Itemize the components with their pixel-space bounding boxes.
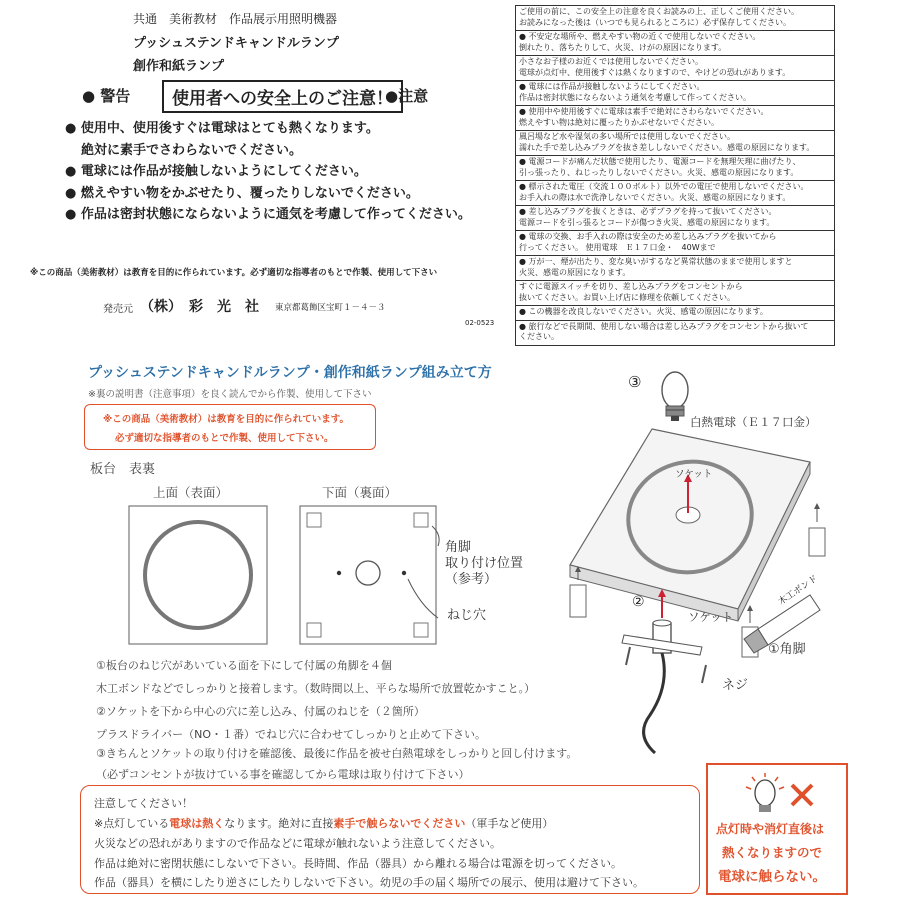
caution-text: （軍手など使用） [465, 817, 554, 830]
board-bottom-face [300, 506, 439, 644]
board-3d [570, 429, 810, 621]
product-code: 02-0523 [465, 319, 495, 327]
step-text: （必ずコンセントが抜けている事を確認してから電球は取り付けて下さい） [96, 768, 470, 781]
caution-label: ●注意 [385, 87, 429, 105]
socket-label-bottom: ソケット [688, 610, 734, 624]
step-text: ①板台のねじ穴があいている面を下にして付属の角脚を４個 [96, 659, 392, 672]
step-3-number: ③ [628, 373, 642, 391]
step-text: ③きちんとソケットの取り付けを確認後、最後に作品を被せ白熱電球をしっかりと回し付けます。 [96, 747, 578, 760]
step-2-number: ② [632, 594, 645, 610]
warning-bullet: ● 使用中、使用後すぐは電球はとても熱くなります。 [65, 121, 379, 136]
seller-name: （株） 彩 光 社 [140, 299, 259, 315]
safety-row: ● 不安定な場所や、燃えやすい物の近くで使用しないでください。 倒れたり、落ちたりして、火災、けがの原因になります。 [516, 30, 834, 55]
safety-row: ● 電球には作品が接触しないようにしてください。 作品は密封状態にならないよう通気を考慮して作ってください。 [516, 80, 834, 105]
caution-highlight: 電球は熱く [169, 817, 225, 830]
board-top-face [129, 506, 267, 644]
safety-row: ● 電球の交換、お手入れの際は安全のため差し込みプラグを抜いてから 行ってください。 使用電球 Ｅ１７口金・ 40Wまで [516, 230, 834, 255]
step-text: プラスドライバー（NO・１番）でねじ穴に合わせてしっかりと止めて下さい。 [96, 728, 487, 741]
header-line-1: 共通 美術教材 作品展示用照明機器 [133, 12, 338, 26]
safety-row: ● 電源コードが痛んだ状態で使用したり、電源コードを無理矢理に曲げたり、 引っ張ったり、ねじったりしないでください。火災、感電の原因になります。 [516, 155, 834, 180]
caution-title: 注意してください！ [94, 797, 193, 810]
caution-line-3: 作品は絶対に密閉状態にしないで下さい。長時間、作品（器具）から離れる場合は電源を切ってください。 [94, 857, 622, 870]
leg-label: ①角脚 [768, 642, 806, 657]
safety-row: 小さなお子様のお近くでは使用しないでください。 電球が点灯中、使用後すぐは熱くなりますので、やけどの恐れがあります。 [516, 55, 834, 80]
warning-bullet: ● 電球には作品が接触しないようにしてください。 [65, 164, 367, 179]
hot-bulb-box [706, 763, 848, 895]
top-face-label: 上面（表面） [153, 485, 229, 500]
cross-icon [792, 785, 812, 805]
bulb-label: 白熱電球（Ｅ１７口金） [690, 415, 817, 429]
header-line-2: プッシュステンドキャンドルランプ [133, 36, 339, 51]
hot-bulb-icon [740, 771, 820, 817]
header-line-3: 創作和紙ランプ [133, 59, 225, 74]
warning-bullet: ● 燃えやすい物をかぶせたり、覆ったりしないでください。 [65, 185, 419, 201]
safety-row: ● 差し込みプラグを抜くときは、必ずプラグを持って抜いてください。 電源コードを引っ張るとコードが傷つき火災、感電の原因になります。 [516, 205, 834, 230]
education-notice-box [84, 404, 376, 450]
bond-label: 木工ボンド [776, 574, 820, 608]
education-notice-line1: ※この商品（美術教材）は教育を目的に作られています。 [103, 414, 349, 425]
bulb-icon [662, 372, 688, 421]
warning-bullet: ● 作品は密封状態にならないように通気を考慮して作ってください。 [65, 207, 471, 222]
safety-row: ● この機器を改良しないでください。火災、感電の原因になります。 [516, 305, 834, 320]
step-text: ②ソケットを下から中心の穴に差し込み、付属のねじを（２箇所） [96, 705, 425, 718]
board-label: 板台 表裏 [90, 462, 156, 477]
assembly-title: プッシュステンドキャンドルランプ・創作和紙ランプ組み立て方 [88, 365, 492, 381]
warning-bullets [65, 118, 471, 226]
caution-line-4: 作品（器具）を横にしたり逆さにしたりしないで下さい。幼児の手の届く場所での展示、使用は避けて下さい。 [94, 876, 644, 889]
bottom-face-label: 下面（裏面） [322, 485, 398, 500]
seller-prefix: 発売元 [103, 304, 133, 315]
caution-line-2: 火災などの恐れがありますので作品などに電球が触れないよう注意してください。 [94, 837, 501, 850]
screw-hole-label: ねじ穴 [447, 608, 487, 623]
hot-box-line-2: 熱くなりますので [722, 845, 823, 860]
hot-box-line-3: 電球に触らない。 [718, 869, 826, 885]
safety-title-box: 使用者への安全上のご注意！ [162, 80, 403, 113]
socket-label-top: ソケット [675, 469, 713, 480]
seller-address: 東京都葛飾区宝町１－４－３ [275, 303, 386, 313]
safety-row: 風呂場など水や湿気の多い場所では使用しないでください。 濡れた手で差し込みプラグを抜き差ししないでください。感電の原因になります。 [516, 130, 834, 155]
step-text: 木工ボンドなどでしっかりと接着します。（数時間以上、平らな場所で放置乾かすこと。） [96, 682, 536, 695]
safety-table [515, 5, 835, 346]
foot-position-label [445, 540, 523, 588]
caution-text: ※点灯している [94, 817, 170, 830]
safety-row: ご使用の前に、この安全上の注意を良くお読みの上、正しくご使用ください。 お読みになった後は（いつでも見られるところに）必ず保存してください。 [519, 7, 799, 27]
caution-highlight: 素手で触らないでください [333, 817, 466, 830]
safety-row: ● 標示された電圧（交流１００ボルト）以外での電圧で使用しないでください。 お手入れの際は水で洗浄しないでください。火災、感電の原因になります。 [516, 180, 834, 205]
caution-text: なります。絶対に直接 [224, 817, 334, 830]
safety-row: ● 万が一、煙が出たり、変な臭いがするなど異常状態のままで使用しますと 火災、感電の原因になります。 [516, 255, 834, 280]
safety-row: ● 使用中や使用後すぐに電球は素手で絶対にさわらないでください。 燃えやすい物は絶対に覆ったりかぶせないでください。 [516, 105, 834, 130]
hot-box-line-1: 点灯時や消灯直後は [716, 822, 825, 836]
foot-label-3: （参考） [445, 572, 498, 587]
foot-label-2: 取り付け位置 [445, 556, 524, 571]
assembly-subtitle: ※裏の説明書（注意事項）を良く読んでから作製、使用して下さい [88, 389, 372, 400]
foot-label-1: 角脚 [445, 540, 472, 555]
education-notice-line2: 必ず適切な指導者のもとで作製、使用して下さい。 [115, 433, 334, 444]
footnote: ※この商品（美術教材）は教育を目的に作られています。必ず適切な指導者のもとで作製、使用して下さい [30, 268, 438, 278]
warning-label: ● 警告 [82, 87, 131, 105]
safety-row: すぐに電源スイッチを切り、差し込みプラグをコンセントから 抜いてください。お買い上げ店に修理を依頼してください。 [516, 280, 834, 305]
safety-row: ● 旅行などで長期間、使用しない場合は差し込みプラグをコンセントから抜いて ください。 [516, 320, 834, 345]
screw-label: ネジ [722, 678, 749, 693]
warning-bullet: 絶対に素手でさわらないでください。 [81, 142, 303, 158]
board-diagram [120, 500, 450, 650]
caution-line-1 [94, 815, 553, 831]
